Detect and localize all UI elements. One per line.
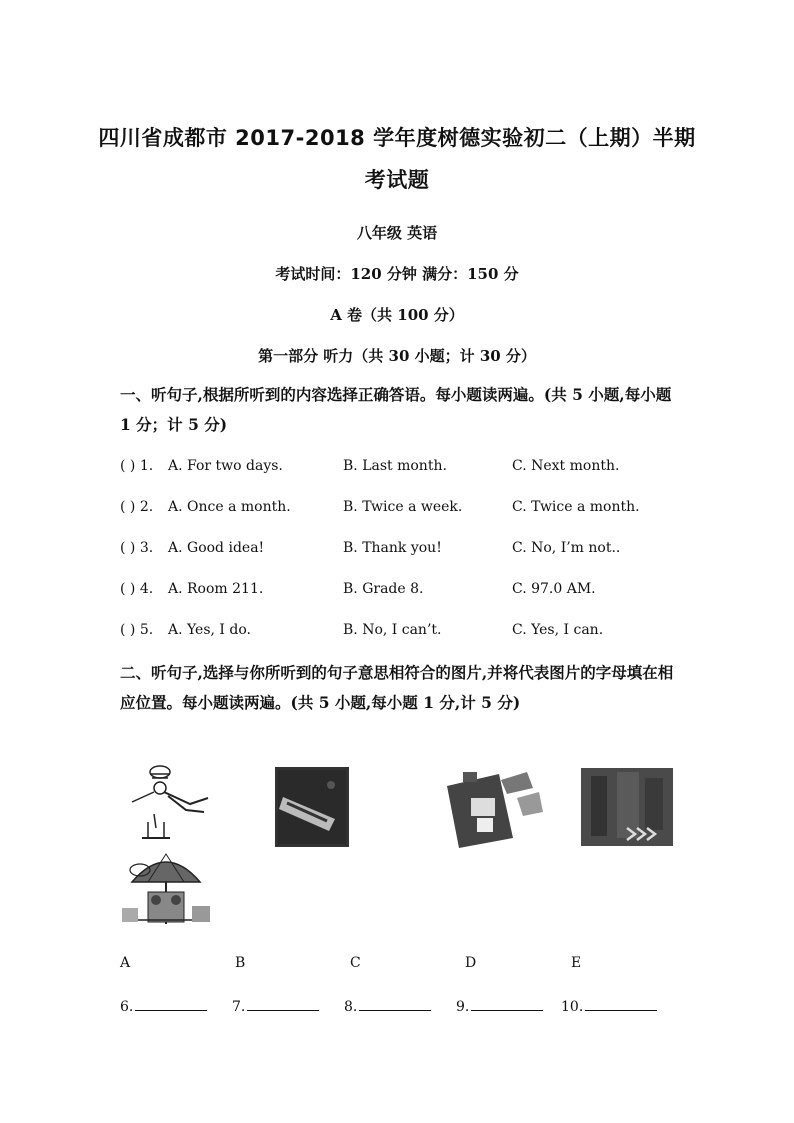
option-a: A. Yes, I do. bbox=[168, 622, 251, 638]
option-c: C. No, I’m not.. bbox=[512, 540, 621, 556]
option-b: B. Grade 8. bbox=[343, 581, 424, 597]
option-b: B. Last month. bbox=[343, 458, 447, 474]
option-b: B. Thank you! bbox=[343, 540, 442, 556]
option-b: B. Twice a week. bbox=[343, 499, 463, 515]
part-label: 第一部分 听力（共 30 小题；计 30 分） bbox=[258, 347, 536, 365]
question-number: ( ) 5. bbox=[120, 622, 154, 638]
answer-blank[interactable] bbox=[561, 996, 657, 1015]
picture-letters bbox=[0, 955, 794, 975]
section2-heading: 二、听句子,选择与你所听到的句子意思相符合的图片,并将代表图片的字母填在相应位置。每小题读两遍。(共 5 小题,每小题 1 分,计 5 分) bbox=[120, 663, 674, 712]
option-c: C. Next month. bbox=[512, 458, 620, 474]
picture-b bbox=[275, 767, 349, 847]
picture-letter: D bbox=[465, 955, 477, 971]
exam-title: 四川省成都市 2017-2018 学年度树德实验初二（上期）半期 bbox=[98, 126, 696, 150]
option-c: C. Twice a month. bbox=[512, 499, 640, 515]
blank-line[interactable] bbox=[247, 996, 319, 1011]
option-a: A. Once a month. bbox=[168, 499, 291, 515]
answer-blank[interactable] bbox=[344, 996, 431, 1015]
grade-subject: 八年级 英语 bbox=[356, 224, 438, 242]
question-row bbox=[120, 458, 680, 478]
blank-number: 9. bbox=[456, 999, 470, 1015]
picture-d bbox=[581, 768, 673, 846]
blank-number: 6. bbox=[120, 999, 134, 1015]
option-a: A. For two days. bbox=[168, 458, 283, 474]
answer-blank[interactable] bbox=[456, 996, 543, 1015]
blank-line[interactable] bbox=[585, 996, 657, 1011]
blank-number: 7. bbox=[232, 999, 246, 1015]
picture-e bbox=[118, 846, 214, 932]
blank-line[interactable] bbox=[359, 996, 431, 1011]
volume-label: A 卷（共 100 分） bbox=[330, 306, 464, 324]
answer-blank[interactable] bbox=[120, 996, 207, 1015]
exam-info: 考试时间：120 分钟 满分：150 分 bbox=[275, 265, 519, 283]
question-row bbox=[120, 622, 680, 642]
picture-letter: A bbox=[120, 955, 131, 971]
blank-line[interactable] bbox=[135, 996, 207, 1011]
picture-letter: C bbox=[350, 955, 361, 971]
blank-number: 8. bbox=[344, 999, 358, 1015]
answer-blank[interactable] bbox=[232, 996, 319, 1015]
picture-letter: B bbox=[235, 955, 246, 971]
question-number: ( ) 1. bbox=[120, 458, 154, 474]
question-number: ( ) 3. bbox=[120, 540, 154, 556]
option-a: A. Good idea! bbox=[168, 540, 265, 556]
question-number: ( ) 2. bbox=[120, 499, 154, 515]
blank-line[interactable] bbox=[471, 996, 543, 1011]
picture-a bbox=[128, 762, 214, 846]
question-row bbox=[120, 581, 680, 601]
blank-number: 10. bbox=[561, 999, 584, 1015]
option-a: A. Room 211. bbox=[168, 581, 264, 597]
answer-blanks bbox=[0, 996, 794, 1018]
option-c: C. Yes, I can. bbox=[512, 622, 604, 638]
question-row bbox=[120, 540, 680, 560]
option-c: C. 97.0 AM. bbox=[512, 581, 596, 597]
picture-c bbox=[443, 768, 545, 848]
question-row bbox=[120, 499, 680, 519]
exam-title-continued: 考试题 bbox=[364, 168, 430, 192]
picture-letter: E bbox=[571, 955, 582, 971]
question-number: ( ) 4. bbox=[120, 581, 154, 597]
section1-heading: 一、听句子,根据所听到的内容选择正确答语。每小题读两遍。(共 5 小题,每小题 1 分；计 5 分) bbox=[120, 385, 672, 434]
option-b: B. No, I can’t. bbox=[343, 622, 442, 638]
